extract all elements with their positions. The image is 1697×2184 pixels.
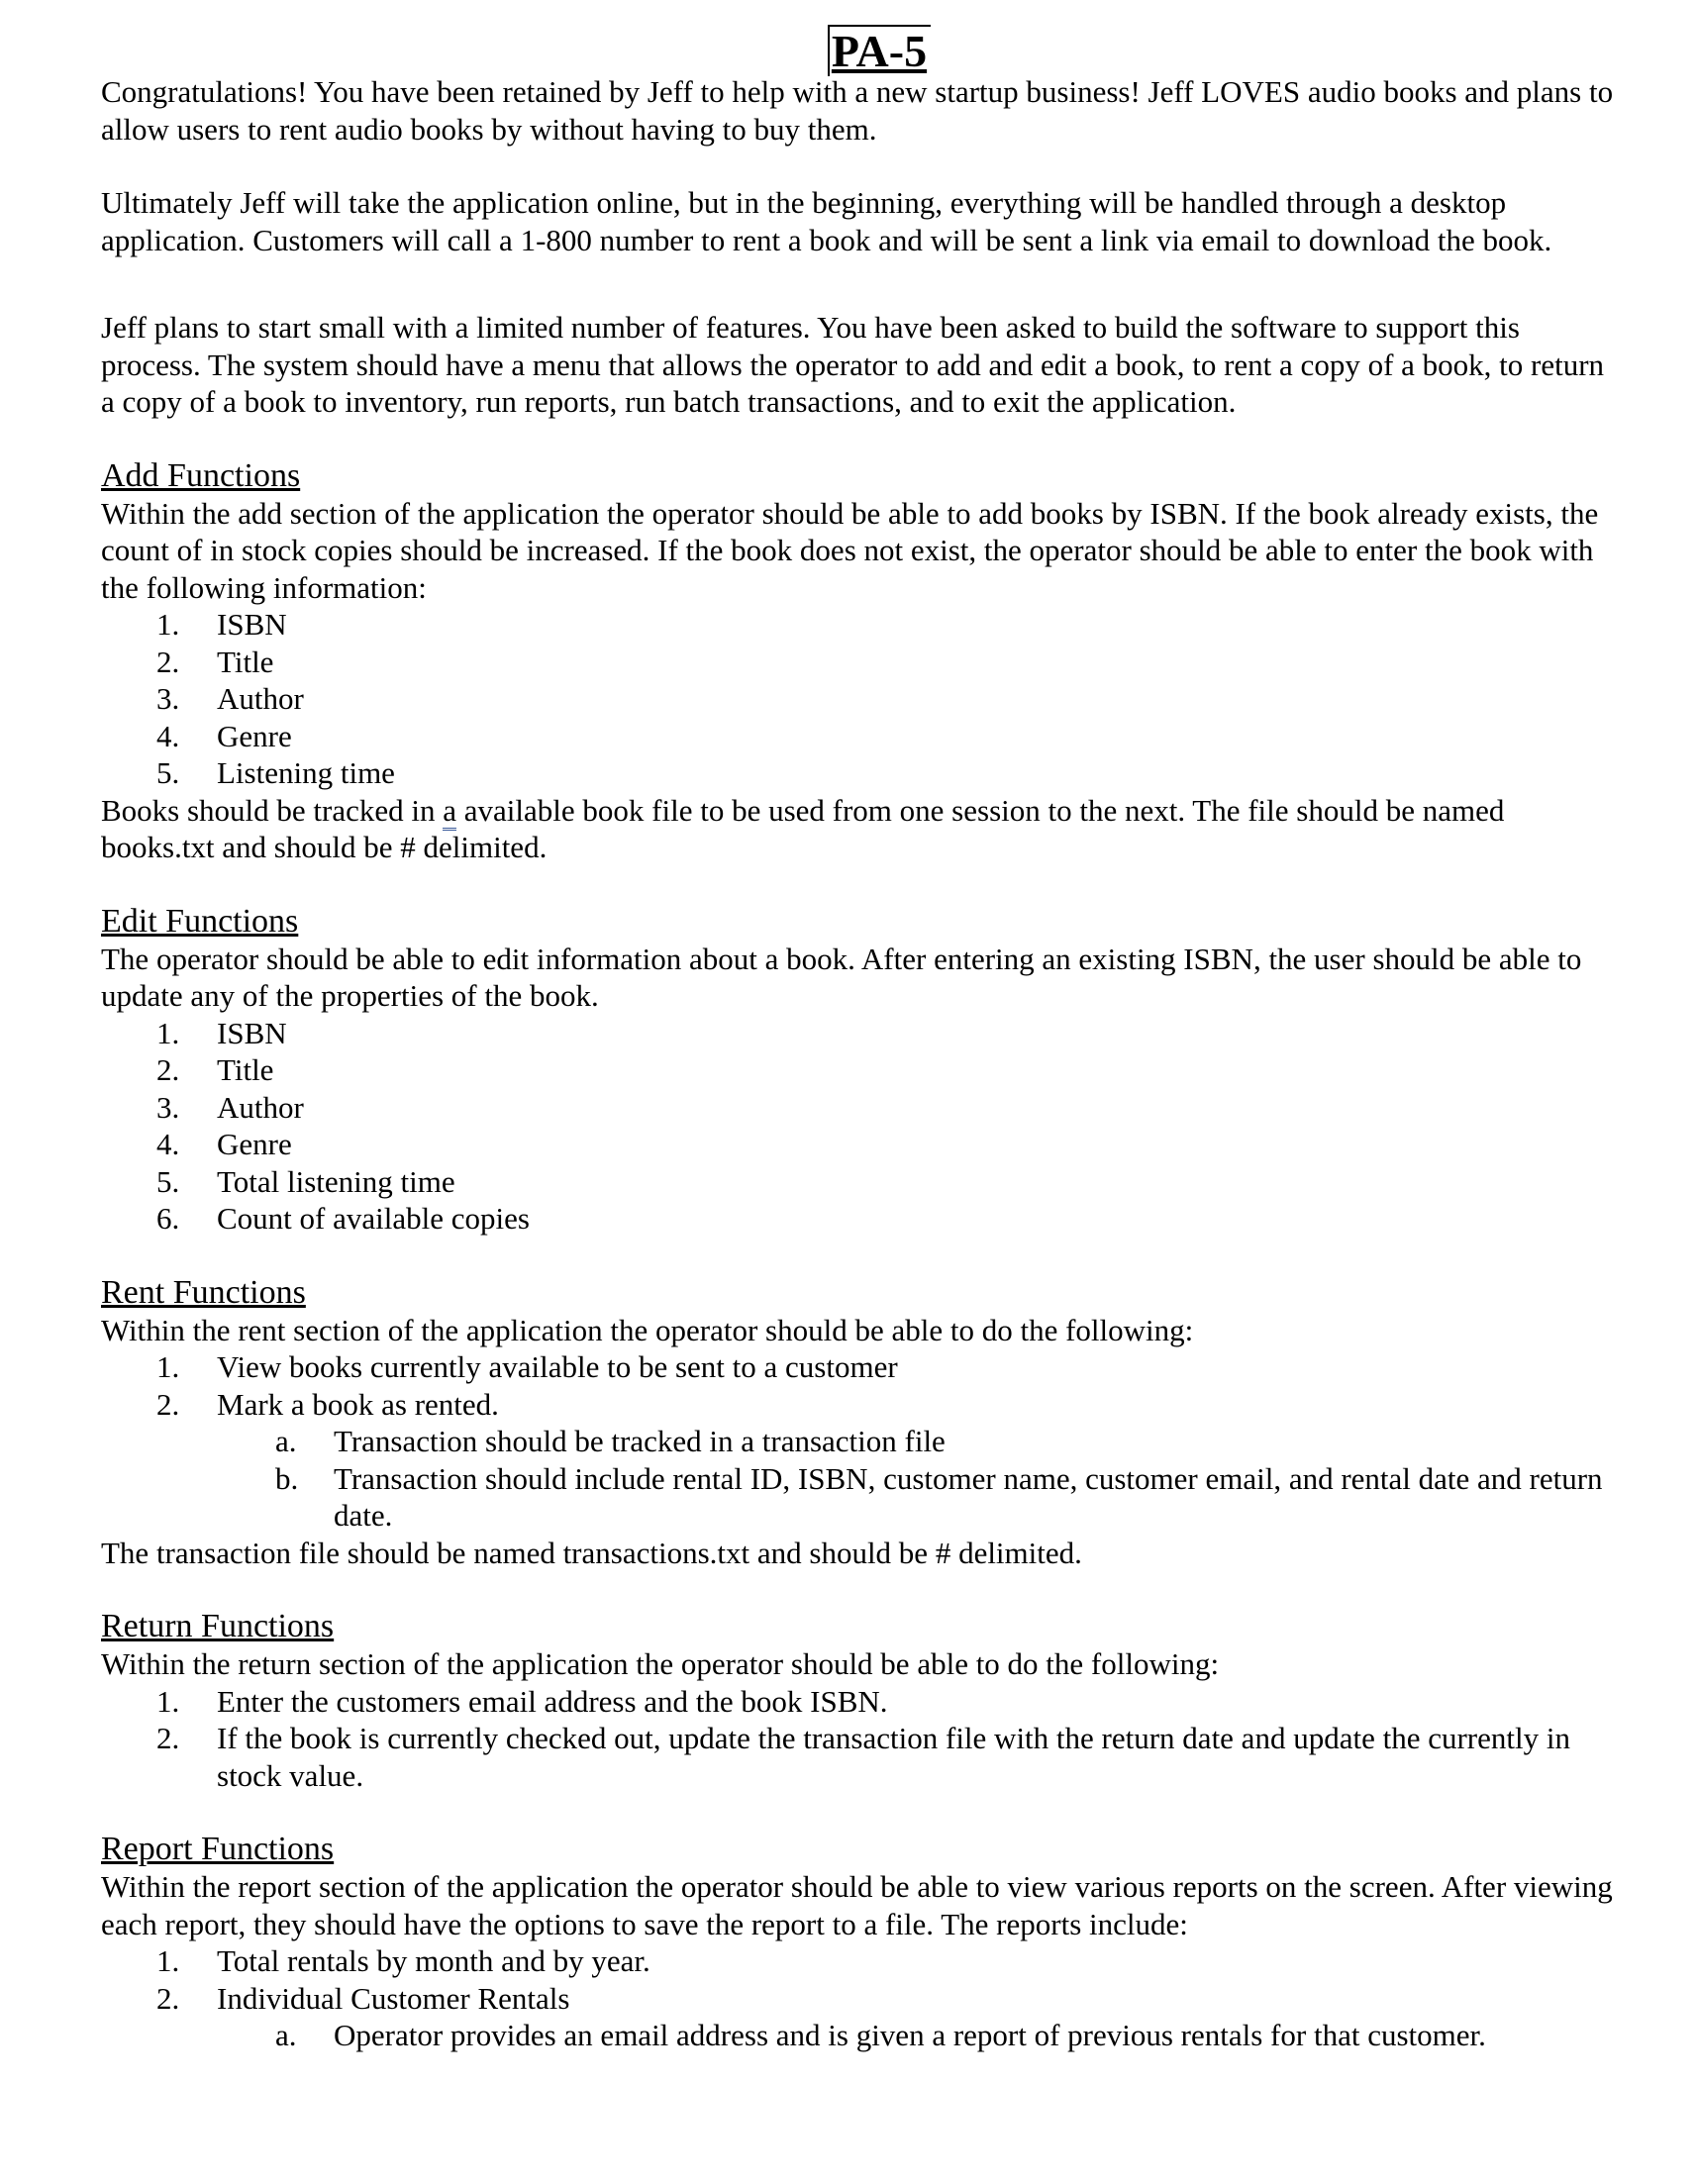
edit-functions-description: The operator should be able to edit information about a book. After entering an existing ISBN, the user should be able to update any of the properties of the book. (101, 941, 1582, 1013)
list-item-text: View books currently available to be sent to a customer (217, 1349, 898, 1384)
list-item-text: Author (217, 681, 304, 716)
list-number: 2. (156, 1052, 180, 1087)
list-item (101, 1089, 1618, 1127)
list-item-text: If the book is currently checked out, update the transaction file with the return date and update the currently in stock value. (217, 1721, 1570, 1793)
spacer (101, 1238, 1618, 1274)
add-functions-description: Within the add section of the application the operator should be able to add books by ISBN. If the book already exists, the count of in stock copies should be increased. If the book does not exist, the operator should be able to enter the book with the following information: (101, 495, 1599, 605)
list-letter: a. (275, 1424, 297, 1458)
list-item-text: Genre (217, 718, 292, 753)
list-item (101, 2017, 1618, 2054)
list-number: 6. (156, 1201, 180, 1236)
list-item (101, 644, 1618, 681)
list-item-text: Operator provides an email address and is given a report of previous rentals for that customer. (334, 2018, 1486, 2052)
list-item-text: Listening time (217, 755, 395, 790)
list-number: 1. (156, 1349, 180, 1384)
list-item (101, 680, 1618, 718)
list-item-text: Total listening time (217, 1163, 455, 1199)
list-item-text: ISBN (217, 607, 287, 642)
list-item-text: Title (217, 1052, 274, 1087)
file-note-text: Books should be tracked in (101, 792, 444, 828)
list-item (101, 754, 1618, 792)
list-item-text: Transaction should include rental ID, ISBN, customer name, customer email, and rental date and return date. (334, 1460, 1603, 1533)
edit-fields-list (101, 1015, 1618, 1238)
list-number: 3. (156, 1089, 180, 1125)
list-item (101, 718, 1618, 755)
list-item-text: Author (217, 1089, 304, 1125)
list-number: 4. (156, 1127, 180, 1161)
add-functions-file-note (101, 792, 1618, 866)
report-types-list (101, 1942, 1618, 2017)
return-steps-list (101, 1683, 1618, 1795)
list-item (101, 1126, 1618, 1163)
list-number: 2. (156, 1386, 180, 1422)
intro-paragraph-2: Ultimately Jeff will take the application online, but in the beginning, everything will be handled through a desktop application. Customers will call a 1-800 number to rent a book and will be sent a link via email to download the book. (101, 185, 1552, 257)
list-number: 1. (156, 607, 180, 642)
list-item (101, 1200, 1618, 1238)
list-item (101, 1423, 1618, 1460)
list-item (101, 1460, 1618, 1535)
add-functions-heading: Add Functions (101, 456, 301, 494)
list-item-text: Individual Customer Rentals (217, 1980, 570, 2016)
document-title (101, 24, 1618, 79)
list-item (101, 1051, 1618, 1089)
rent-functions-heading: Rent Functions (101, 1273, 306, 1311)
list-item-text: Genre (217, 1127, 292, 1161)
intro-paragraph-1: Congratulations! You have been retained by Jeff to help with a new startup business! Jeff LOVES audio books and plans to allow users to rent audio books by without having to buy them. (101, 74, 1614, 147)
list-number: 5. (156, 1163, 180, 1199)
rent-steps-list (101, 1348, 1618, 1423)
list-number: 2. (156, 1721, 180, 1755)
spacer (101, 148, 1618, 184)
list-letter: a. (275, 2018, 297, 2052)
rent-functions-description: Within the rent section of the application the operator should be able to do the following: (101, 1312, 1194, 1347)
list-number: 2. (156, 644, 180, 679)
list-item-text: Total rentals by month and by year. (217, 1943, 650, 1978)
list-item (101, 1980, 1618, 2018)
spacer (101, 1571, 1618, 1608)
document-title-text: PA-5 (828, 25, 931, 76)
list-item (101, 1942, 1618, 1980)
list-item-text: ISBN (217, 1015, 287, 1050)
list-item-text: Title (217, 644, 274, 679)
spacer (101, 1794, 1618, 1831)
spacer (101, 295, 1618, 309)
list-item (101, 1386, 1618, 1424)
report-subitems-list (101, 2017, 1618, 2054)
return-functions-heading: Return Functions (101, 1608, 335, 1644)
rent-functions-file-note: The transaction file should be named transactions.txt and should be # delimited. (101, 1535, 1082, 1570)
list-item (101, 1683, 1618, 1721)
report-functions-heading: Report Functions (101, 1831, 335, 1867)
rent-substeps-list (101, 1423, 1618, 1535)
list-number: 5. (156, 755, 180, 790)
spacer (101, 421, 1618, 457)
report-functions-description: Within the report section of the application the operator should be able to view various reports on the screen. After viewing each report, they should have the options to save the report to a file. The reports include: (101, 1869, 1613, 1941)
list-item-text: Count of available copies (217, 1201, 530, 1236)
list-item (101, 1720, 1618, 1794)
spacer (101, 866, 1618, 903)
list-item (101, 1348, 1618, 1386)
grammar-flag-mark: a (443, 793, 456, 831)
file-note-text: available book file to be used from one session to the next. The file should be named books.txt and should be # delimited. (101, 792, 1505, 864)
list-letter: b. (275, 1460, 299, 1496)
list-item-text: Enter the customers email address and the book ISBN. (217, 1683, 888, 1719)
list-number: 1. (156, 1943, 180, 1978)
list-number: 4. (156, 718, 180, 753)
add-fields-list (101, 606, 1618, 792)
spacer (101, 258, 1618, 295)
list-item (101, 606, 1618, 644)
list-number: 3. (156, 681, 180, 716)
return-functions-description: Within the return section of the application the operator should be able to do the following: (101, 1646, 1220, 1681)
list-item (101, 1163, 1618, 1201)
list-item-text: Transaction should be tracked in a transaction file (334, 1424, 946, 1458)
list-item-text: Mark a book as rented. (217, 1386, 499, 1422)
list-number: 2. (156, 1980, 180, 2016)
list-item (101, 1015, 1618, 1052)
list-number: 1. (156, 1015, 180, 1050)
intro-paragraph-3: Jeff plans to start small with a limited number of features. You have been asked to build the software to support this process. The system should have a menu that allows the operator to add and edit a book, to rent a copy of a book, to return a copy of a book to inventory, run reports, run batch transactions, and to exit the application. (101, 310, 1605, 419)
list-number: 1. (156, 1683, 180, 1719)
edit-functions-heading: Edit Functions (101, 902, 299, 940)
